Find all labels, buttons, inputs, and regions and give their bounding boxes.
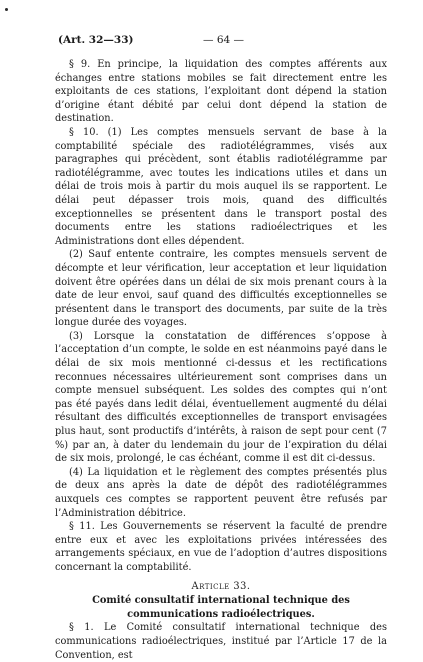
- paragraph-10-3: (3) Lorsque la constatation de différences s’oppose à l’acceptation d’un compte, le solde en est néanmoins payé dans le délai de six mois mentionné ci-dessus et les rectifications reconnues nécessaires ultérieurement sont comprises dans un compte mensuel subséquent. Les soldes des comptes qui n’ont pas été payés dans ledit délai, éventuellement augmenté du délai résultant des difficultés exceptionnelles de transport envisagées plus haut, sont productifs d’intérêts, à raison de sept pour cent (7 %) par an, à dater du lendemain du jour de l’expiration du délai de six mois, prolongé, le cas échéant, comme il est dit ci-dessus.: [55, 330, 387, 465]
- article-heading: Article 33.: [191, 580, 251, 592]
- paragraph-10-2: (2) Sauf entente contraire, les comptes mensuels servent de décompte et leur vérification, leur acceptation et leur liquidation doivent être opérées dans un délai de six mois prenant cours à la date de leur envoi, sauf quand des difficultés exceptionnelles se présentent dans le transport des documents, par suite de la très longue durée des voyages.: [55, 249, 387, 329]
- paragraph-10-1: § 10. (1) Les comptes mensuels servant de base à la comptabilité spéciale des radiotélégrammes, visés aux paragraphes qui précèdent, sont établis radiotélégramme par radiotélégramme, avec toutes les indications utiles et dans un délai de trois mois à partir du mois auquel ils se rapportent. Le délai peut dépasser trois mois, quand des difficultés exceptionnelles se présentent dans le transport postal des documents entre les stations radioélectriques et les Administrations dont elles dépendent.: [55, 126, 387, 247]
- page-number: — 64 —: [203, 34, 245, 46]
- paragraph-9: § 9. En principe, la liquidation des comptes afférents aux échanges entre stations mobiles se fait directement entre les exploitants de ces stations, l’exploitant dont dépend la station d’origine étant débité par celui dont dépend la station de destination.: [55, 59, 387, 125]
- paragraph-11: § 11. Les Gouvernements se réservent la faculté de prendre entre eux et avec les exploitations privées intéressées des arrangements spéciaux, en vue de l’adoption d’autres dispositions concernant la comptabilité.: [55, 521, 387, 573]
- article-reference: (Art. 32—33): [58, 34, 134, 46]
- document-body: [55, 58, 387, 662]
- margin-dot: [5, 8, 8, 11]
- paragraph-10-4: (4) La liquidation et le règlement des comptes présentés plus de deux ans après la date de dépôt des radiotélégrammes auxquels ces comptes se rapportent peuvent être refusés par l’Administration débitrice.: [55, 466, 387, 519]
- section-title: Comité consultatif international technique des communications radioélectriques.: [92, 595, 350, 620]
- paragraph-33-1: § 1. Le Comité consultatif international technique des communications radioélectriques, institué par l’Article 17 de la Convention, est: [55, 622, 387, 661]
- page-header: [58, 34, 388, 48]
